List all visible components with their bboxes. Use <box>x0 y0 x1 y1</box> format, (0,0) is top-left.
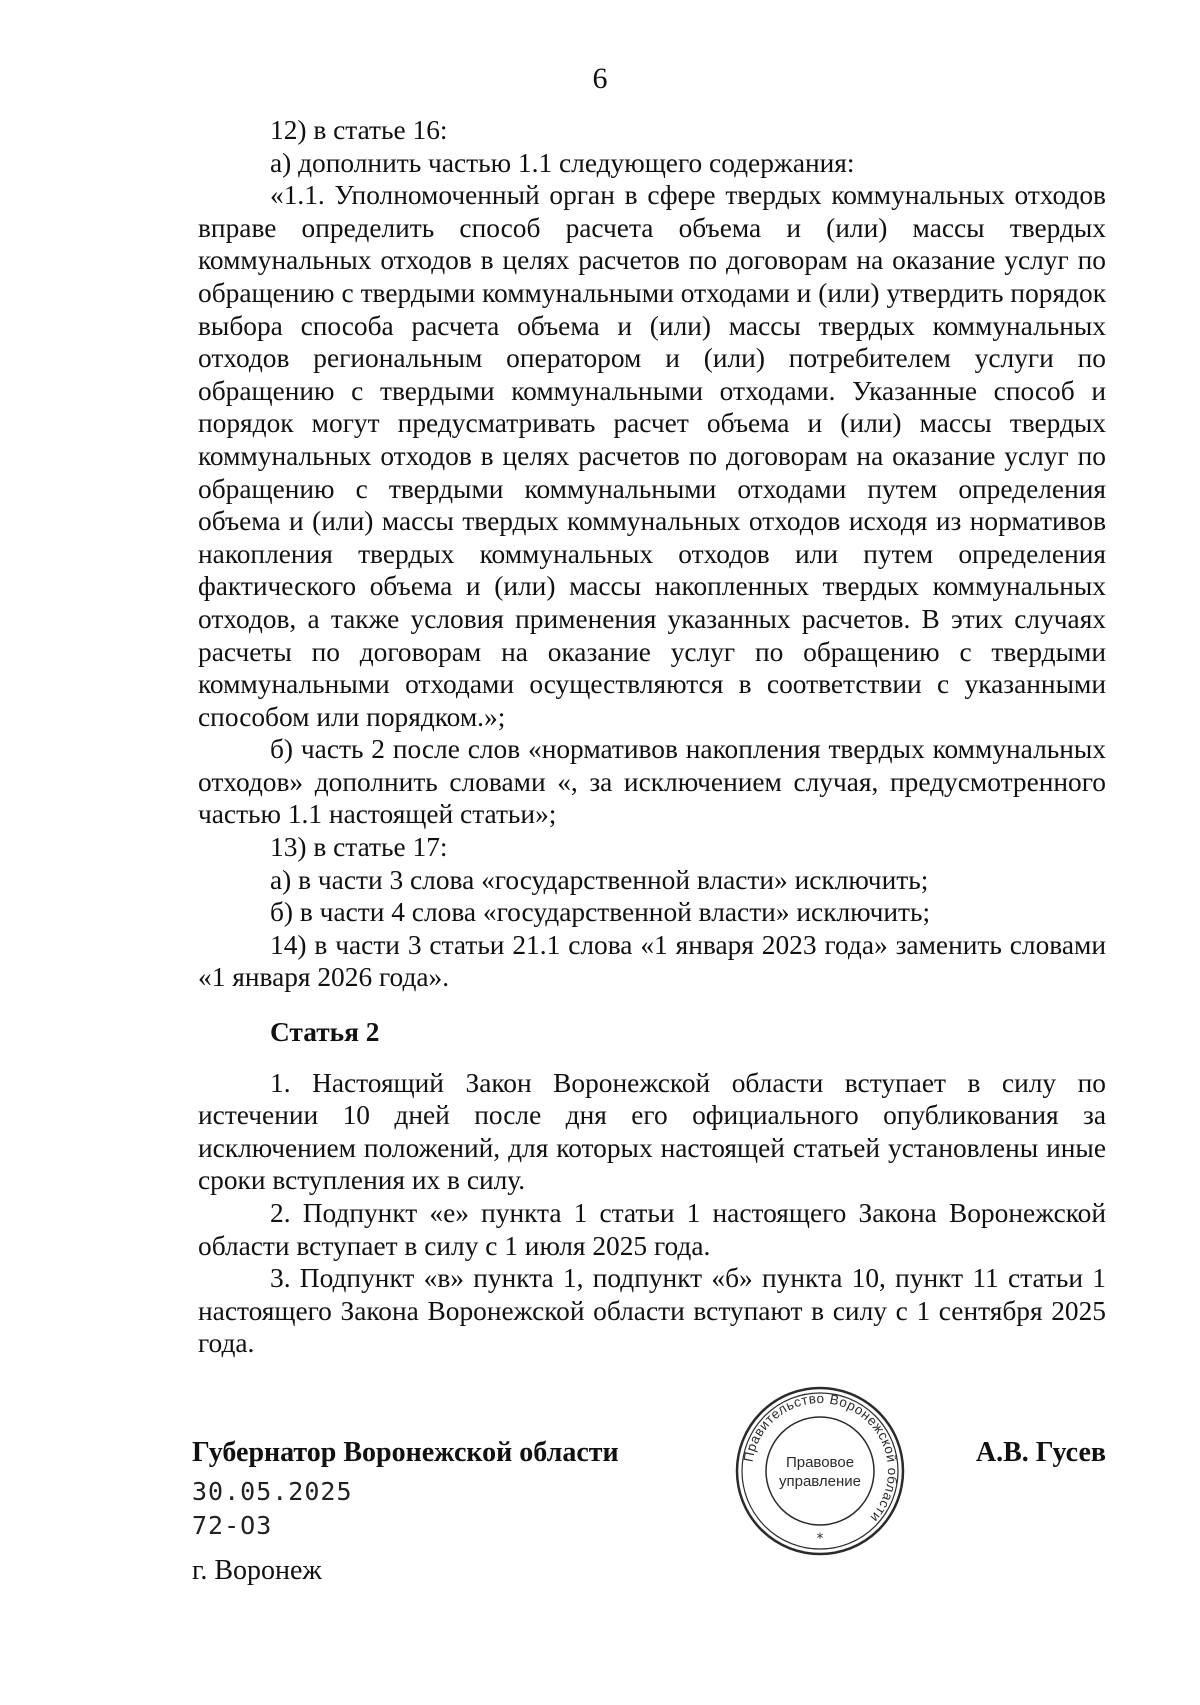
amendment-item: б) в части 4 слова «государственной власти» исключить; <box>270 897 931 928</box>
law-date: 30.05.2025 <box>192 1477 353 1506</box>
amendment-item: б) часть 2 после слов «нормативов накопления твердых коммунальных отходов» дополнить словами «, за исключением случая, предусмотренного частью 1.1 настоящей статьи»; <box>198 734 1106 830</box>
article-paragraph: 3. Подпункт «в» пункта 1, подпункт «б» пункта 10, пункт 11 статьи 1 настоящего Закона Воронежской области вступают в силу с 1 сентября 2025 года. <box>198 1263 1106 1359</box>
amendment-item: «1.1. Уполномоченный орган в сфере твердых коммунальных отходов вправе определить способ расчета объема и (или) массы твердых коммунальных отходов в целях расчетов по договорам на оказание услуг по обращению с твердыми коммунальными отходами и (или) утвердить порядок выбора способа расчета объема и (или) массы твердых коммунальных отходов региональным оператором и (или) потребителем услуги по обращению с твердыми коммунальными отходами. Указанные способ и порядок могут предусматривать расчет объема и (или) массы твердых коммунальных отходов в целях расчетов по договорам на оказание услуг по обращению с твердыми коммунальными отходами путем определения объема и (или) массы твердых коммунальных отходов исходя из нормативов накопления твердых коммунальных отходов или путем определения фактического объема и (или) массы накопленных твердых коммунальных отходов, а также условия применения указанных расчетов. В этих случаях расчеты по договорам на оказание услуг по обращению с твердыми коммунальными отходами осуществляются в соответствии с указанными способом или порядком.»; <box>198 180 1106 732</box>
article-heading: Статья 2 <box>270 1017 380 1048</box>
signatory-name: А.В. Гусев <box>975 1437 1106 1468</box>
amendment-item: а) в части 3 слова «государственной власти» исключить; <box>270 864 929 895</box>
amendment-item: а) дополнить частью 1.1 следующего содержания: <box>270 147 855 178</box>
legal-department-seal <box>734 1385 906 1557</box>
seal-inner-text-2: управление <box>778 1473 862 1490</box>
seal-inner-text-1: Правовое <box>785 1454 855 1471</box>
city: г. Воронеж <box>192 1555 322 1586</box>
seal-inner-ring <box>766 1417 874 1525</box>
amendment-item: 13) в статье 17: <box>270 832 448 863</box>
seal-outer-ring <box>737 1388 903 1554</box>
article-paragraph: 1. Настоящий Закон Воронежской области вступает в силу по истечении 10 дней после дня его официального опубликования за исключением положений, для которых настоящей статьей установлены иные сроки вступления их в силу. <box>198 1067 1106 1196</box>
seal-outer-text: Правительство Воронежской области <box>740 1390 901 1526</box>
page-number: 6 <box>592 62 608 95</box>
law-number: 72-ОЗ <box>192 1511 273 1540</box>
signature-block <box>192 1437 1106 1587</box>
amendment-item: 12) в статье 16: <box>270 115 448 145</box>
amendment-item: 14) в части 3 статьи 21.1 слова «1 января 2023 года» заменить словами «1 января 2026 года». <box>198 929 1106 993</box>
registration-stamp <box>192 1475 1106 1543</box>
seal-star: * <box>816 1531 824 1547</box>
article-paragraph: 2. Подпункт «е» пункта 1 статьи 1 настоящего Закона Воронежской области вступает в силу с 1 июля 2025 года. <box>198 1198 1106 1261</box>
document-body <box>198 114 1106 1360</box>
signatory-title: Губернатор Воронежской области <box>192 1437 619 1468</box>
